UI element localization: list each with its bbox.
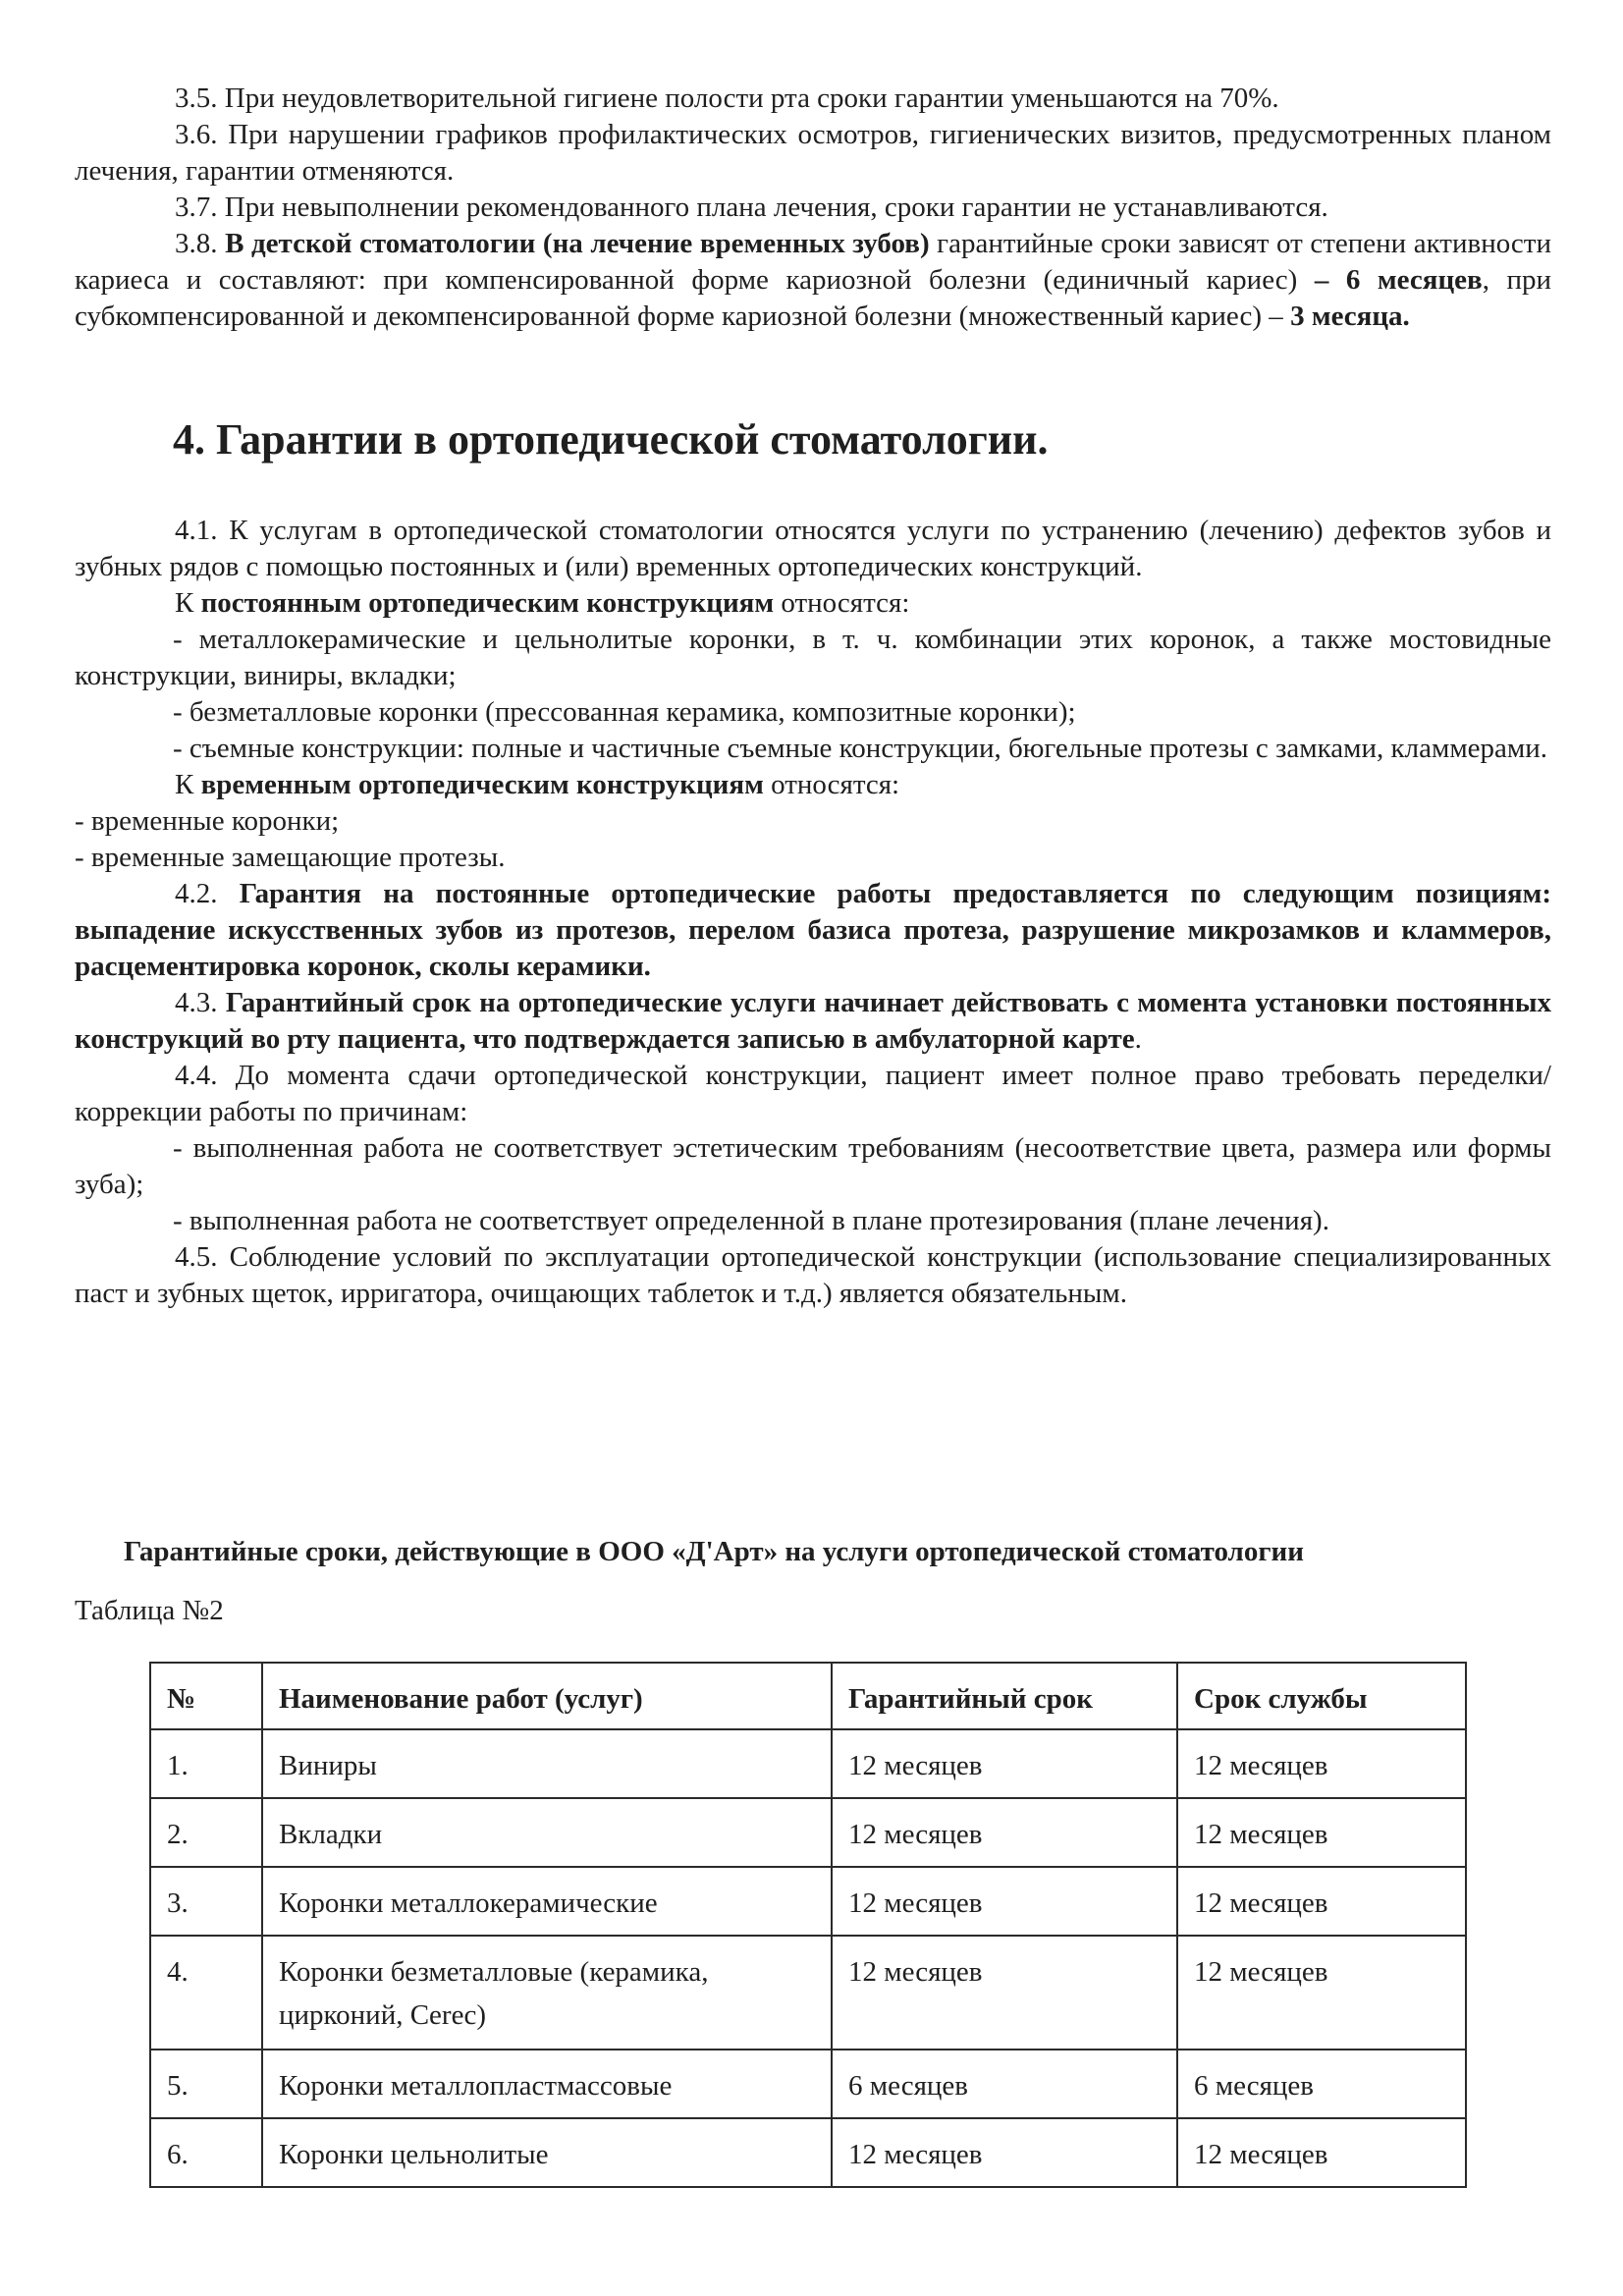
column-header-warranty: Гарантийный срок [832, 1663, 1177, 1729]
cell-warranty: 12 месяцев [832, 1798, 1177, 1867]
bold-text: постоянным ортопедическим конструкциям [200, 587, 775, 619]
paragraph-3-7: 3.7. При невыполнении рекомендованного плана лечения, сроки гарантии не устанавливаются. [175, 191, 1328, 223]
list-item: - выполненная работа не соответствует определенной в плане протезирования (плане лечения). [173, 1205, 1329, 1236]
table-row [150, 1729, 1466, 1798]
table-heading: Гарантийные сроки, действующие в ООО «Д'Арт» на услуги ортопедической стоматологии [124, 1536, 1304, 1567]
list-item: - съемные конструкции: полные и частичные съемные конструкции, бюгельные протезы с замками, кламмерами. [173, 733, 1548, 764]
cell-service-life: 12 месяцев [1177, 1798, 1466, 1867]
cell-warranty: 12 месяцев [832, 1867, 1177, 1936]
paragraph-number: 4.2. [175, 878, 240, 909]
warranty-table [149, 1662, 1467, 2188]
section3-paragraphs [75, 81, 1551, 335]
cell-service-life: 6 месяцев [1177, 2050, 1466, 2118]
cell-number: 1. [150, 1729, 262, 1798]
bold-text: 3 месяца. [1290, 301, 1410, 332]
column-header-number: № [150, 1663, 262, 1729]
cell-service-life: 12 месяцев [1177, 1936, 1466, 2050]
cell-number: 2. [150, 1798, 262, 1867]
paragraph-number: 3.8. [175, 228, 226, 259]
body-text: К [175, 769, 201, 800]
cell-warranty: 6 месяцев [832, 2050, 1177, 2118]
bold-text: – 6 месяцев [1314, 264, 1483, 296]
bold-text: временным ортопедическим конструкциям [200, 769, 764, 800]
cell-name: Коронки цельнолитые [262, 2118, 832, 2187]
paragraph-3-6: 3.6. При нарушении графиков профилактических осмотров, гигиенических визитов, предусмотренных планом лечения, гарантии отменяются. [75, 119, 1551, 187]
table-row [150, 2050, 1466, 2118]
paragraph-number: 4.3. [175, 987, 226, 1018]
cell-warranty: 12 месяцев [832, 2118, 1177, 2187]
cell-name: Коронки безметалловые (керамика, цирконий, Cerec) [262, 1936, 832, 2050]
permanent-intro [75, 585, 1551, 622]
section-4-title: 4. Гарантии в ортопедической стоматологии. [173, 415, 1049, 464]
bold-text: Гарантия на постоянные ортопедические работы предоставляется по следующим позициям: выпадение искусственных зубов из протезов, перелом базиса протеза, разрушение микрозамков и кламмеров, расцементировка коронок, сколы керамики. [75, 878, 1551, 982]
body-text: . [1134, 1023, 1142, 1055]
cell-name: Коронки металлопластмассовые [262, 2050, 832, 2118]
paragraph-4-1: 4.1. К услугам в ортопедической стоматологии относятся услуги по устранению (лечению) дефектов зубов и зубных рядов с помощью постоянных и (или) временных ортопедических конструкций. [75, 515, 1551, 582]
paragraph-3-5: 3.5. При неудовлетворительной гигиене полости рта сроки гарантии уменьшаются на 70%. [175, 82, 1279, 114]
body-text: гарантийные сроки зависят от степени активности кариеса и составляют: при компенсированной форме кариозной болезни (единичный кариес) [75, 228, 1551, 296]
cell-service-life: 12 месяцев [1177, 1729, 1466, 1798]
list-item: - временные коронки; [75, 805, 340, 837]
cell-name: Виниры [262, 1729, 832, 1798]
table-number: Таблица №2 [75, 1595, 224, 1626]
cell-name: Вкладки [262, 1798, 832, 1867]
list-item: - временные замещающие протезы. [75, 842, 506, 873]
body-text: относятся: [763, 769, 900, 800]
list-item: - металлокерамические и цельнолитые коронки, в т. ч. комбинации этих коронок, а также мостовидные конструкции, виниры, вкладки; [75, 624, 1551, 691]
paragraph-4-4: 4.4. До момента сдачи ортопедической конструкции, пациент имеет полное право требовать переделки/коррекции работы по причинам: [75, 1060, 1551, 1127]
paragraph-3-8 [75, 226, 1551, 335]
table-row [150, 1867, 1466, 1936]
temporary-intro [75, 767, 1551, 803]
body-text: К [175, 587, 201, 619]
column-header-service-life: Срок службы [1177, 1663, 1466, 1729]
paragraph-4-3 [75, 985, 1551, 1058]
paragraph-4-2 [75, 876, 1551, 985]
cell-service-life: 12 месяцев [1177, 2118, 1466, 2187]
cell-number: 3. [150, 1867, 262, 1936]
paragraph-4-5: 4.5. Соблюдение условий по эксплуатации ортопедической конструкции (использование специализированных паст и зубных щеток, ирригатора, очищающих таблеток и т.д.) является обязательным. [75, 1241, 1551, 1309]
table-row [150, 1936, 1466, 2050]
table-row [150, 2118, 1466, 2187]
section4-paragraphs [75, 513, 1551, 1312]
cell-name: Коронки металлокерамические [262, 1867, 832, 1936]
body-text: относятся: [774, 587, 910, 619]
list-item: - выполненная работа не соответствует эстетическим требованиям (несоответствие цвета, размера или формы зуба); [75, 1132, 1551, 1200]
bold-text: Гарантийный срок на ортопедические услуги начинает действовать с момента установки постоянных конструкций во рту пациента, что подтверждается записью в амбулаторной карте [75, 987, 1551, 1055]
cell-warranty: 12 месяцев [832, 1729, 1177, 1798]
bold-text: В детской стоматологии (на лечение временных зубов) [225, 228, 930, 259]
body-text: , при субкомпенсированной и декомпенсированной форме кариозной болезни (множественный кариес) – [75, 264, 1551, 332]
cell-service-life: 12 месяцев [1177, 1867, 1466, 1936]
cell-number: 4. [150, 1936, 262, 2050]
column-header-name: Наименование работ (услуг) [262, 1663, 832, 1729]
cell-number: 6. [150, 2118, 262, 2187]
table-row [150, 1798, 1466, 1867]
cell-warranty: 12 месяцев [832, 1936, 1177, 2050]
table-header-row [150, 1663, 1466, 1729]
list-item: - безметалловые коронки (прессованная керамика, композитные коронки); [173, 696, 1076, 728]
cell-number: 5. [150, 2050, 262, 2118]
